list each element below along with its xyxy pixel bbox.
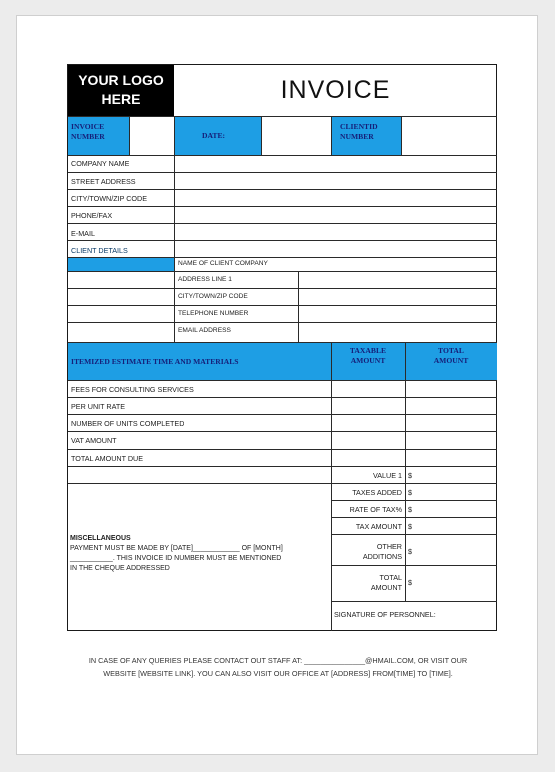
rule xyxy=(68,116,497,117)
email-label: E-MAIL xyxy=(71,229,95,238)
tax-amount-label: TAX AMOUNT xyxy=(355,522,402,531)
misc-line-3: IN THE CHEQUE ADDRESSED xyxy=(70,565,170,572)
rate-of-tax-label: RATE OF TAX% xyxy=(349,505,402,514)
value1-label: VALUE 1 xyxy=(372,471,402,480)
rule xyxy=(68,155,497,156)
rule xyxy=(68,466,497,467)
miscellaneous-note xyxy=(70,534,332,574)
rule xyxy=(68,189,497,190)
street-address-label: STREET ADDRESS xyxy=(71,177,136,186)
rule xyxy=(331,534,497,535)
date-value[interactable] xyxy=(261,117,331,155)
misc-title: MISCELLANEOUS xyxy=(70,535,131,542)
rule xyxy=(405,342,406,601)
invoice-title: INVOICE xyxy=(280,76,391,104)
taxes-added-label: TAXES ADDED xyxy=(352,488,402,497)
misc-line-1: PAYMENT MUST BE MADE BY [DATE]____________ OF [MONTH] xyxy=(70,545,283,552)
rule xyxy=(68,257,497,258)
logo-line-1: YOUR LOGO xyxy=(78,72,164,88)
rule xyxy=(331,116,332,155)
rule xyxy=(331,601,497,602)
rule xyxy=(68,172,497,173)
rule xyxy=(68,380,497,381)
signature-label: SIGNATURE OF PERSONNEL: xyxy=(334,610,436,619)
itemized-header: ITEMIZED ESTIMATE TIME AND MATERIALS xyxy=(71,357,239,366)
client-details-bg xyxy=(68,257,174,271)
rule xyxy=(68,322,497,323)
rule xyxy=(401,116,402,155)
date-label: DATE: xyxy=(202,131,226,140)
invoice-page xyxy=(16,15,538,755)
invoice-table xyxy=(67,64,497,631)
rule xyxy=(68,449,497,450)
other-additions-label: OTHER ADDITIONS xyxy=(362,542,402,561)
item-total-due: TOTAL AMOUNT DUE xyxy=(71,454,144,463)
rule xyxy=(68,305,497,306)
client-phone-label: TELEPHONE NUMBER xyxy=(178,310,249,317)
rule xyxy=(68,288,497,289)
invoice-number-label: INVOICE NUMBER xyxy=(71,122,105,141)
total-amount-label: TOTAL AMOUNT xyxy=(370,573,402,592)
rule xyxy=(298,271,299,342)
rule xyxy=(331,500,497,501)
taxes-added-currency: $ xyxy=(408,488,412,497)
clientid-value[interactable] xyxy=(401,117,497,155)
invoice-number-value[interactable] xyxy=(129,117,174,155)
rate-of-tax-currency: $ xyxy=(408,505,412,514)
value1-currency: $ xyxy=(408,471,412,480)
client-details-label: CLIENT DETAILS xyxy=(71,246,128,255)
company-name-label: COMPANY NAME xyxy=(71,159,130,168)
rule xyxy=(68,240,497,241)
tax-amount-currency: $ xyxy=(408,522,412,531)
footer-note xyxy=(57,654,499,680)
rule xyxy=(68,414,497,415)
other-additions-currency: $ xyxy=(408,547,412,556)
rule xyxy=(331,565,497,566)
logo-line-2: HERE xyxy=(101,91,141,107)
rule xyxy=(331,342,332,631)
rule xyxy=(68,271,497,272)
item-units: NUMBER OF UNITS COMPLETED xyxy=(71,419,185,428)
client-address-label: ADDRESS LINE 1 xyxy=(178,276,232,283)
rule xyxy=(68,431,497,432)
rule xyxy=(68,206,497,207)
client-email-label: EMAIL ADDRESS xyxy=(178,327,231,334)
taxable-amount-header: TAXABLE AMOUNT xyxy=(349,346,387,365)
total-amount-currency: $ xyxy=(408,578,412,587)
rule xyxy=(261,116,262,155)
clientid-label: CLIENTID NUMBER xyxy=(340,122,378,141)
total-amount-header: TOTAL AMOUNT xyxy=(433,346,469,365)
footer-line-1: IN CASE OF ANY QUERIES PLEASE CONTACT OUT STAFF AT: _______________@HMAIL.COM, OR VISIT OUR xyxy=(88,656,468,665)
item-unit-rate: PER UNIT RATE xyxy=(71,402,126,411)
logo-placeholder xyxy=(68,65,174,116)
client-company-label: NAME OF CLIENT COMPANY xyxy=(178,260,268,267)
item-consulting: FEES FOR CONSULTING SERVICES xyxy=(71,385,194,394)
rule xyxy=(68,483,497,484)
footer-line-2: WEBSITE [WEBSITE LINK]. YOU CAN ALSO VISIT OUR OFFICE AT [ADDRESS] FROM[TIME] TO [TIME]. xyxy=(103,669,453,678)
misc-line-2: ___________. THIS INVOICE ID NUMBER MUST BE MENTIONED xyxy=(70,555,282,562)
rule xyxy=(331,517,497,518)
rule xyxy=(68,223,497,224)
rule xyxy=(129,116,130,155)
item-vat: VAT AMOUNT xyxy=(71,436,117,445)
client-city-label: CITY/TOWN/ZIP CODE xyxy=(178,293,248,300)
rule xyxy=(68,397,497,398)
rule xyxy=(174,116,175,342)
phone-label: PHONE/FAX xyxy=(71,211,113,220)
city-label: CITY/TOWN/ZIP CODE xyxy=(71,194,148,203)
rule xyxy=(68,342,497,343)
